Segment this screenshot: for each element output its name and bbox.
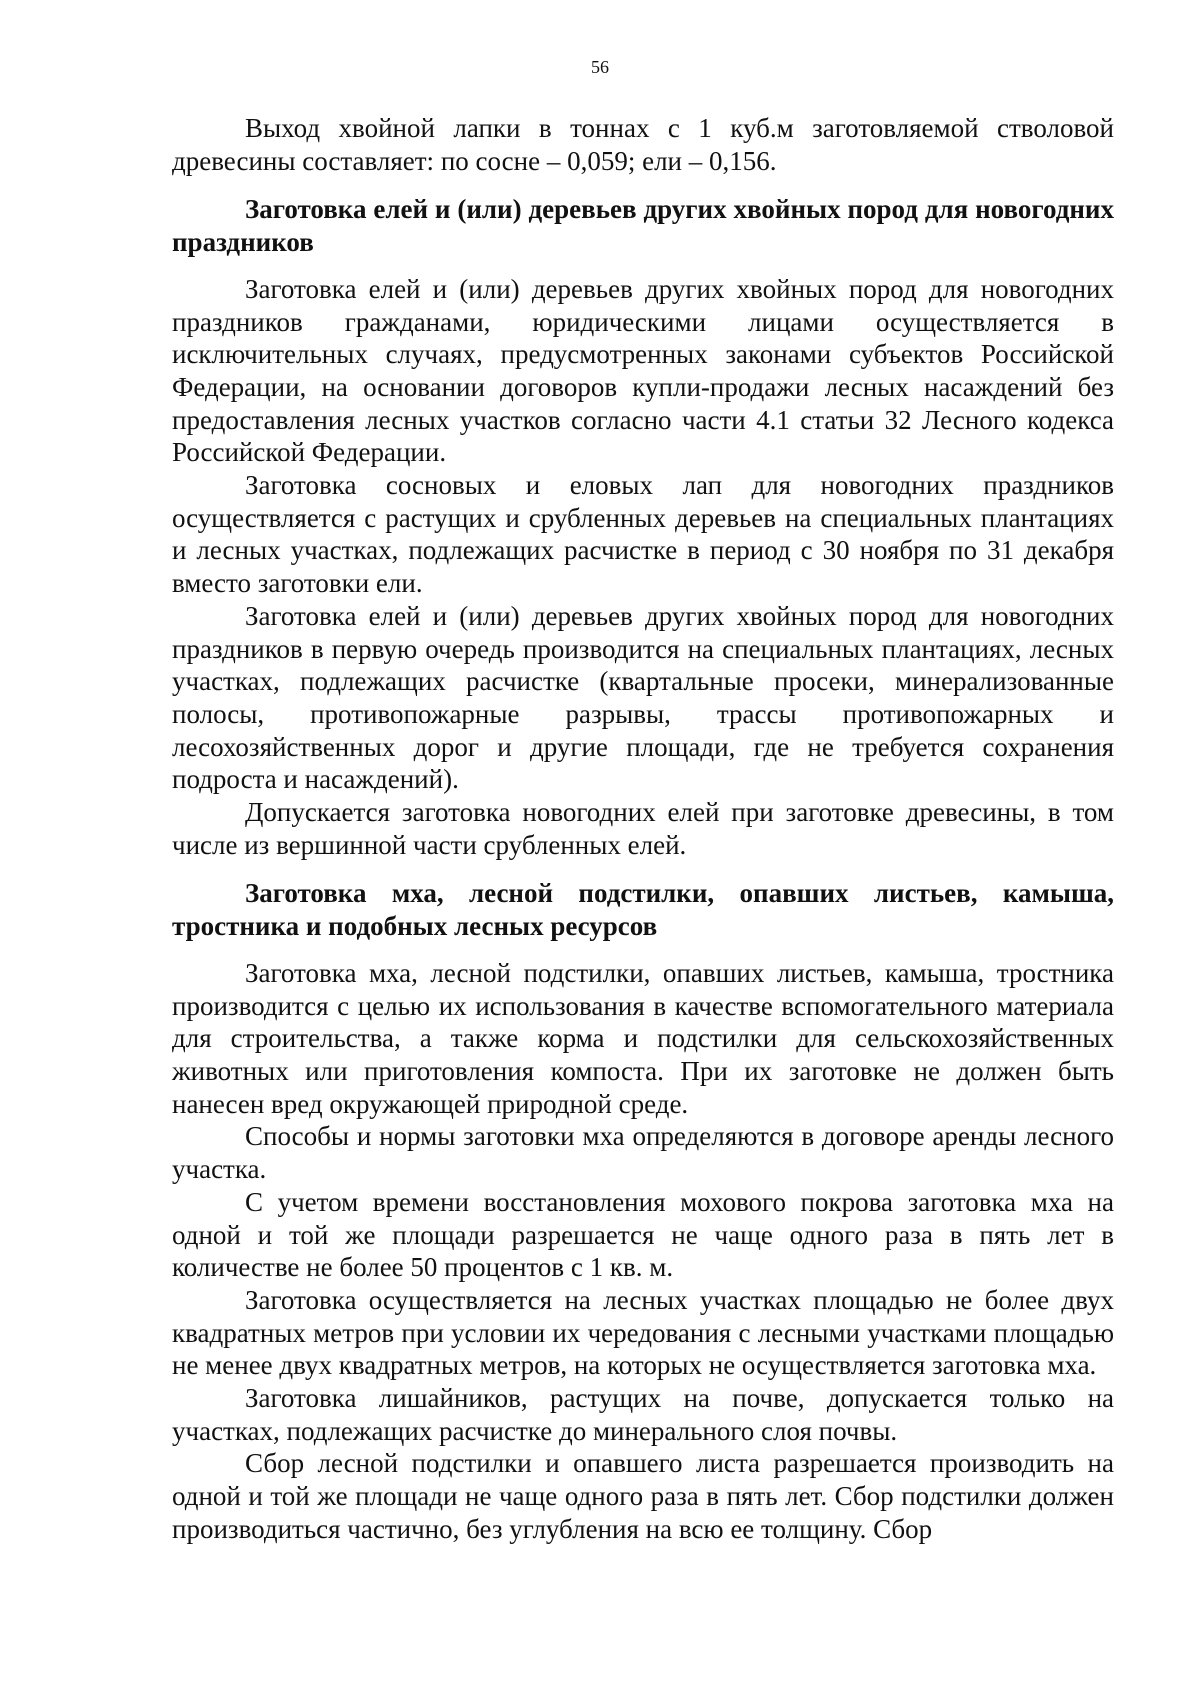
paragraph: Заготовка мха, лесной подстилки, опавших листьев, камыша, тростника производится с целью их использования в качестве вспомогательного материала для строительства, а также корма и подстилки для сельскохозяйственных животных или приготовления компоста. При их заготовке не должен быть нанесен вред окружающей природной среде. bbox=[172, 957, 1114, 1119]
document-body bbox=[172, 112, 1114, 1546]
paragraph: С учетом времени восстановления мохового покрова заготовка мха на одной и той же площади разрешается не чаще одного раза в пять лет в количестве не более 50 процентов с 1 кв. м. bbox=[172, 1186, 1114, 1283]
paragraph: Заготовка сосновых и еловых лап для новогодних праздников осуществляется с растущих и срубленных деревьев на специальных плантациях и лесных участках, подлежащих расчистке в период с 30 ноября по 31 декабря вместо заготовки ели. bbox=[172, 470, 1114, 599]
paragraph: Сбор лесной подстилки и опавшего листа разрешается производить на одной и той же площади не чаще одного раза в пять лет. Сбор подстилки должен производиться частично, без углубления на всю ее толщину. Сбор bbox=[172, 1448, 1114, 1544]
paragraph: Заготовка осуществляется на лесных участках площадью не более двух квадратных метров при условии их чередования с лесными участками площадью не менее двух квадратных метров, на которых не осуществляется заготовка мха. bbox=[172, 1284, 1114, 1381]
paragraph: Способы и нормы заготовки мха определяются в договоре аренды лесного участка. bbox=[172, 1121, 1114, 1185]
paragraph: Заготовка лишайников, растущих на почве, допускается только на участках, подлежащих расчистке до минерального слоя почвы. bbox=[172, 1383, 1114, 1446]
paragraph: Заготовка елей и (или) деревьев других хвойных пород для новогодних праздников гражданами, юридическими лицами осуществляется в исключительных случаях, предусмотренных законами субъектов Российской Федерации, на основании договоров купли-продажи лесных насаждений без предоставления лесных участков согласно части 4.1 статьи 32 Лесного кодекса Российской Федерации. bbox=[172, 273, 1114, 468]
page-number: 56 bbox=[591, 57, 609, 77]
intro-paragraph: Выход хвойной лапки в тоннах с 1 куб.м заготовляемой стволовой древесины составляет: по сосне – 0,059; ели – 0,156. bbox=[172, 113, 1114, 176]
section-heading-moss-litter: Заготовка мха, лесной подстилки, опавших листьев, камыша, тростника и подобных лесных ресурсов bbox=[172, 878, 1114, 942]
paragraph: Заготовка елей и (или) деревьев других хвойных пород для новогодних праздников в первую очередь производится на специальных плантациях, лесных участках, подлежащих расчистке (квартальные просеки, минерализованные полосы, противопожарные разрывы, трассы противопожарных и лесохозяйственных дорог и другие площади, где не требуется сохранения подроста и насаждений). bbox=[172, 600, 1114, 795]
section-heading-new-year-trees: Заготовка елей и (или) деревьев других хвойных пород для новогодних праздников bbox=[172, 194, 1114, 258]
paragraph: Допускается заготовка новогодних елей при заготовке древесины, в том числе из вершинной части срубленных елей. bbox=[172, 797, 1114, 860]
